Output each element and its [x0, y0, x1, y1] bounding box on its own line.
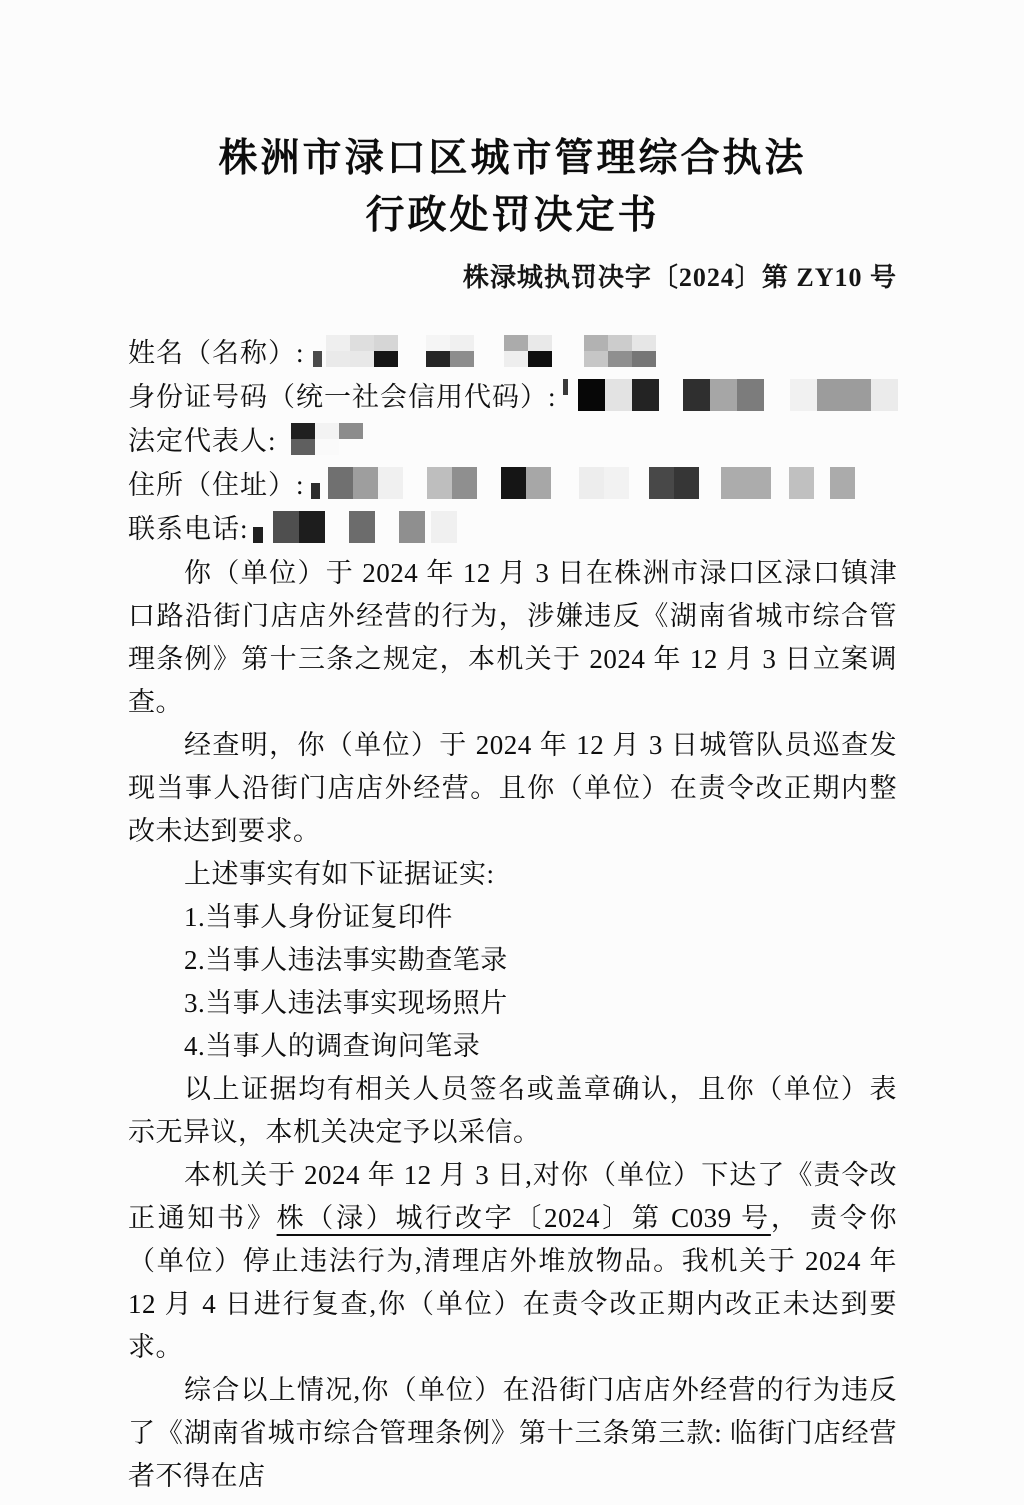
doc-number: 株渌城执罚决字〔2024〕第 ZY10 号 [462, 263, 897, 292]
paragraph-correction-notice [128, 1154, 897, 1369]
correction-notice-doc-number: 株（渌）城行改字〔2024〕第 C039 号 [276, 1203, 771, 1233]
field-label-id-number: 身份证号码（统一社会信用代码）: [128, 381, 557, 412]
evidence-item-1: 1.当事人身份证复印件 [184, 902, 453, 932]
field-label-legal-representative: 法定代表人: [128, 425, 277, 456]
party-info-fields [128, 328, 897, 548]
field-label-phone: 联系电话: [128, 513, 249, 544]
field-row-address [128, 460, 897, 504]
document-body [128, 552, 897, 1498]
redaction-mosaic-address [305, 467, 855, 499]
field-label-name: 姓名（名称）: [128, 337, 305, 368]
evidence-item-3: 3.当事人违法事实现场照片 [184, 988, 508, 1018]
field-row-id-number [128, 372, 897, 416]
title-line-1: 株洲市渌口区城市管理综合执法 [218, 137, 807, 180]
paragraph-evidence-confirmation: 以上证据均有相关人员签名或盖章确认，且你（单位）表示无异议，本机关决定予以采信。 [128, 1074, 897, 1147]
evidence-item-4: 4.当事人的调查询问笔录 [184, 1031, 481, 1061]
title-line-2: 行政处罚决定书 [365, 194, 660, 237]
field-label-address: 住所（住址）: [128, 469, 305, 500]
correction-notice-before: 本机关于 2024 年 12 月 3 日,对你（单位）下达了《责令改正通知书》 [128, 1160, 897, 1233]
evidence-item-2: 2.当事人违法事实勘查笔录 [184, 945, 508, 975]
evidence-intro: 上述事实有如下证据证实: [184, 859, 495, 889]
redaction-mosaic-phone [249, 511, 457, 543]
paragraph-violation-facts: 你（单位）于 2024 年 12 月 3 日在株洲市渌口区渌口镇津口路沿街门店店外经营的行为，涉嫌违反《湖南省城市综合管理条例》第十三条之规定，本机关于 2024 年 12 月 3 日立案调查。 [128, 558, 897, 717]
redaction-mosaic-legal-representative [277, 423, 363, 455]
correction-notice-after: ， 责令你（单位）停止违法行为,清理店外堆放物品。我机关于 2024 年 12 月 4 日进行复查,你（单位）在责令改正期内改正未达到要求。 [128, 1203, 897, 1362]
document-title [128, 130, 897, 244]
field-row-legal-representative [128, 416, 897, 460]
redaction-mosaic-id-number [557, 379, 898, 411]
field-row-name [128, 328, 897, 372]
redaction-mosaic-name [305, 335, 656, 367]
paragraph-conclusion: 综合以上情况,你（单位）在沿街门店店外经营的行为违反了《湖南省城市综合管理条例》第十三条第三款: 临街门店经营者不得在店 [128, 1375, 897, 1491]
paragraph-investigation: 经查明，你（单位）于 2024 年 12 月 3 日城管队员巡查发现当事人沿街门店店外经营。且你（单位）在责令改正期内整改未达到要求。 [128, 730, 897, 846]
field-row-phone [128, 504, 897, 548]
